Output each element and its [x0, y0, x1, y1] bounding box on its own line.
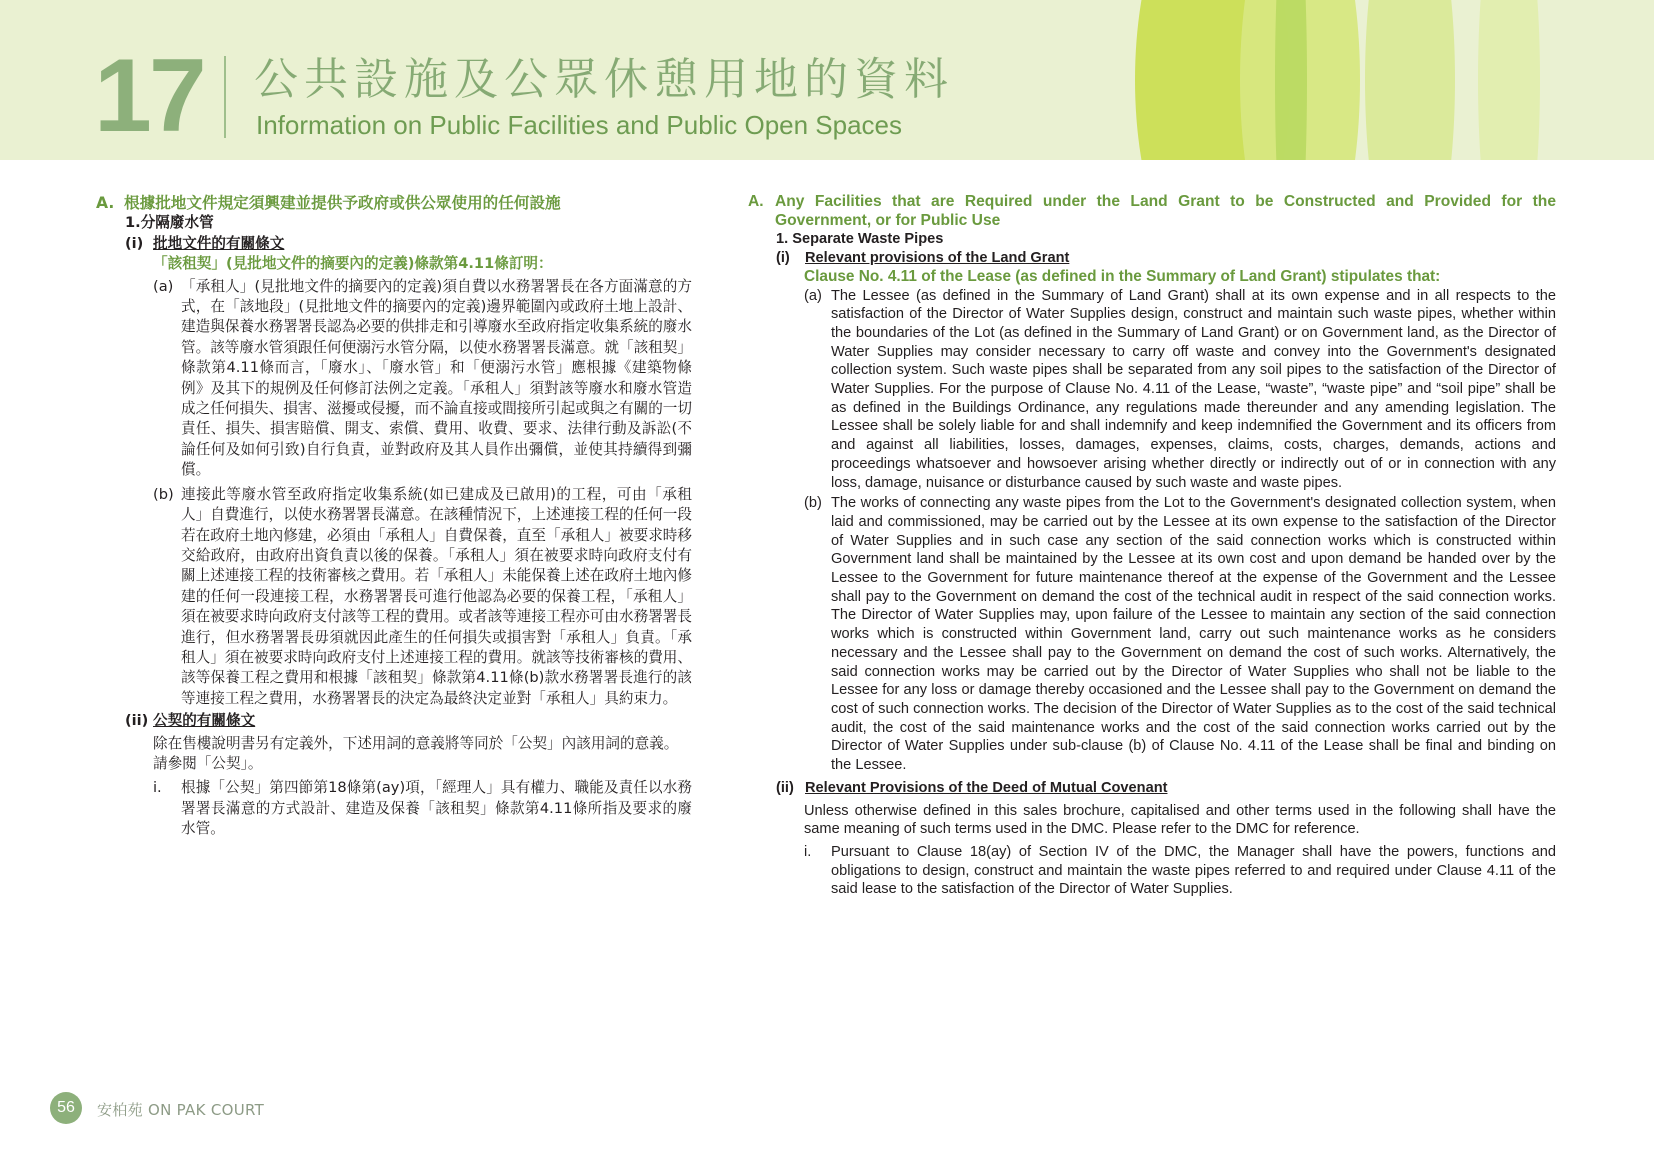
paragraph-text: The Lessee (as defined in the Summary of Land Grant) shall at its own expense and in all respects to the satisfaction of the Director of Water Supplies design, construct and maintain such waste pipes, whether within the boundaries of the Lot (as defined in the Summary of Land Grant) or on Government land, as the Director of Water Supplies may consider necessary to carry off waste and convey into the Government's designated collection system. Such waste pipes shall be separated from any soil pipes to the satisfaction of the Director of Water Supplies. For the purpose of Clause No. 4.11 of the Lease, “waste”, “waste pipe” and “soil pipe” shall be as defined in the Buildings Ordinance, any regulations made thereunder and any amending legislation. The Lessee shall be solely liable for and shall indemnify and keep indemnified the Government and its officers from and against all liabilities, losses, damages, expenses, claims, costs, charges, demands, actions and proceedings whatsoever and howsoever arising whether directly or indirectly out of or in connection with any loss, damage, nuisance or disturbance caused by such waste and waste pipes.	[831, 287, 1556, 491]
section-marker: A.	[748, 193, 764, 210]
subsection-label: 批地文件的有關條文	[153, 234, 285, 252]
decorative-leaf-shape	[1275, 0, 1307, 160]
list-item-text: Pursuant to Clause 18(ay) of Section IV of the DMC, the Manager shall have the powers, functions and obligations to design, construct and maintain the waste pipes referred to and required under Clause 4.11 of the said lease to the satisfaction of the Director of Water Supplies.	[831, 843, 1556, 898]
page-number-badge: 56	[50, 1092, 82, 1124]
development-name: 安柏苑 ON PAK COURT	[97, 1101, 265, 1119]
item-heading: 1.分隔廢水管	[125, 214, 214, 232]
dmc-intro: 除在售樓說明書另有定義外，下述用詞的意義將等同於「公契」內該用詞的意義。請參閱「公契」。	[153, 734, 679, 772]
chinese-column	[96, 193, 692, 840]
paragraph-marker: (a)	[804, 287, 822, 304]
subsection-heading	[748, 249, 1556, 268]
dmc-intro: Unless otherwise defined in this sales brochure, capitalised and other terms used in the following shall have the same meaning of such terms used in the DMC. Please refer to the DMC for reference.	[804, 802, 1556, 838]
subsection-heading	[748, 779, 1556, 798]
section-title: 根據批地文件規定須興建並提供予政府或供公眾使用的任何設施	[124, 194, 561, 212]
paragraph-marker: (b)	[153, 485, 174, 503]
subsection-marker: (ii)	[125, 712, 149, 730]
clause-heading: Clause No. 4.11 of the Lease (as defined in the Summary of Land Grant) stipulates that:	[804, 267, 1441, 285]
list-item	[748, 843, 1556, 899]
chapter-title-english: Information on Public Facilities and Public Open Spaces	[256, 110, 903, 140]
list-marker: i.	[153, 779, 162, 797]
list-item-text: 根據「公契」第四節第18條第(ay)項，「經理人」具有權力、職能及責任以水務署署長滿意的方式設計、建造及保養「該租契」條款第4.11條所指及要求的廢水管。	[181, 779, 692, 838]
chapter-number: 17	[94, 38, 204, 154]
subsection-heading	[96, 234, 692, 254]
section-marker: A.	[96, 194, 115, 212]
paragraph-text: 連接此等廢水管至政府指定收集系統(如已建成及已啟用)的工程，可由「承租人」自費進行，以使水務署署長滿意。在該種情況下，上述連接工程的任何一段若在政府土地內修建，必須由「承租人」自費保養，直至「承租人」被要求時移交給政府，由政府出資負責以後的保養。「承租人」須在被要求時向政府支付有關上述連接工程的技術審核之費用。若「承租人」未能保養上述在政府土地內修建的任何一段連接工程，水務署署長可進行他認為必要的保養工程，「承租人」須在被要求時向政府支付該等工程的費用。或者該等連接工程亦可由水務署署長進行，但水務署署長毋須就因此產生的任何損失或損害對「承租人」負責。「承租人」須在被要求時向政府支付上述連接工程的費用。就該等技術審核的費用、該等保養工程之費用和根據「該租契」條款第4.11條(b)款水務署署長進行的該等連接工程之費用，水務署署長的決定為最終決定並對「承租人」具約束力。	[181, 485, 692, 707]
chapter-header	[0, 0, 1654, 160]
decorative-leaf-shape	[1478, 0, 1540, 160]
clause-paragraph	[96, 277, 692, 481]
paragraph-marker: (b)	[804, 495, 822, 512]
english-column	[748, 193, 1556, 899]
subsection-marker: (ii)	[776, 779, 794, 796]
subsection-label: Relevant Provisions of the Deed of Mutual Covenant	[805, 779, 1168, 796]
subsection-marker: (i)	[776, 250, 790, 267]
paragraph-marker: (a)	[153, 277, 174, 295]
subsection-label: 公契的有關條文	[153, 712, 256, 730]
header-divider	[224, 56, 226, 138]
clause-paragraph	[96, 485, 692, 709]
section-title: Any Facilities that are Required under the Land Grant to be Constructed and Provided for the Government, or for Public Use	[775, 193, 1556, 229]
clause-paragraph	[748, 494, 1556, 775]
subsection-heading	[96, 711, 692, 731]
chapter-title-chinese: 公共設施及公眾休憩用地的資料	[254, 54, 954, 105]
list-marker: i.	[804, 843, 812, 860]
clause-paragraph	[748, 287, 1556, 493]
paragraph-text: 「承租人」(見批地文件的摘要內的定義)須自費以水務署署長在各方面滿意的方式，在「該地段」(見批地文件的摘要內的定義)邊界範圍內或政府土地上設計、建造與保養水務署署長認為必要的供排走和引導廢水至政府指定收集系統的廢水管。該等廢水管須跟任何便溺污水管分隔，以使水務署署長滿意。就「該租契」條款第4.11條而言，「廢水」、「廢水管」和「便溺污水管」應根據《建築物條例》及其下的規例及任何修訂法例之定義。「承租人」須對該等廢水和廢水管造成之任何損失、損害、滋擾或侵擾，而不論直接或間接所引起或與之有關的一切責任、損失、損害賠償、開支、索償、費用、收費、要求、法律行動及訴訟(不論任何及如何引致)自行負責，並對政府及其人員作出彌償，並使其持續得到彌償。	[181, 277, 692, 479]
decorative-leaf-shape	[1365, 0, 1455, 160]
item-heading: 1. Separate Waste Pipes	[776, 231, 944, 248]
paragraph-text: The works of connecting any waste pipes from the Lot to the Government's designated collection system, when laid and commissioned, may be carried out by the Lessee at its own expense to the satisfaction of the Director of Water Supplies and in such case any section of the said connection works which is constructed within Government land shall be maintained by the Lessee at its own cost and upon demand be handed over by the Lessee to the Government for future maintenance thereof at the expense of the Government and the Lessee shall pay to the Government on demand the cost of the technical audit in respect of the said connection works. The Director of Water Supplies may, upon failure of the Lessee to maintain any section of the said connection works which is constructed within Government land, carry out such maintenance works as he considers necessary and the Lessee shall pay to the Government on demand the cost of such works. Alternatively, the said connection works may be carried out by the Director of Water Supplies who shall not be liable to the Lessee for any loss or damage thereby occasioned and the Lessee shall pay to the Government on demand the cost of such connection works. The decision of the Director of Water Supplies as to the cost of the said technical audit, the cost of the said maintenance works and the cost of the said connection works carried out by the Director of Water Supplies under sub-clause (b) of Clause No. 4.11 of the Lease shall be final and binding on the Lessee.	[831, 495, 1556, 774]
section-a-heading	[96, 193, 692, 213]
subsection-label: Relevant provisions of the Land Grant	[805, 250, 1070, 267]
section-a-heading	[748, 193, 1556, 230]
list-item	[96, 778, 692, 839]
subsection-marker: (i)	[125, 234, 144, 252]
clause-heading: 「該租契」(見批地文件的摘要內的定義)條款第4.11條訂明：	[153, 255, 553, 273]
